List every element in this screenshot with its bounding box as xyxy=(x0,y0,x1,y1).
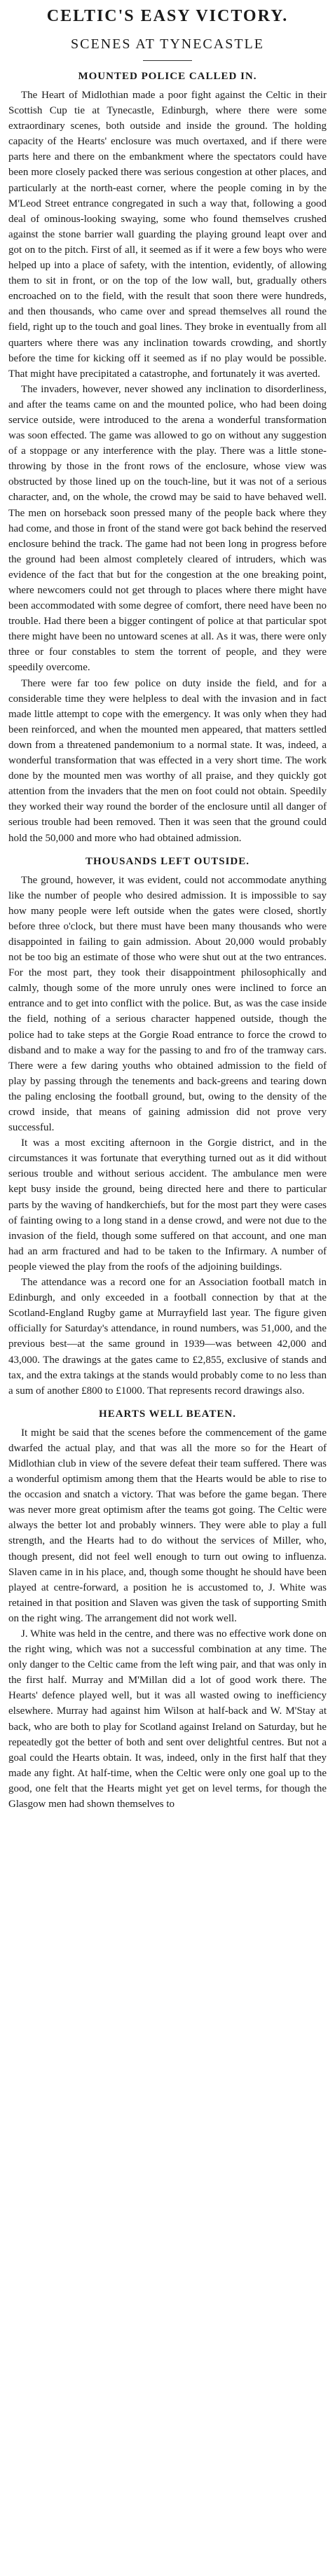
article-section xyxy=(8,1407,327,1812)
article-paragraph: The ground, however, it was evident, could not accommodate anything like the number of people who desired admission. It is impossible to say how many people were left outside when the gates were closed, shortly before three o'clock, but there must have been many thousands who were disappointed in failing to gain admission. About 20,000 would probably not be too big an estimate of those who were shut out at the two entrances. For the most part, they took their disappointment philosophically and calmly, though some of the more unruly ones were inclined to force an entrance and to get into conflict with the police. But, as was the case inside the field, nothing of a serious character happened outside, though the police had to take steps at the Gorgie Road entrance to force the crowd to disband and to make a way for the passing to and fro of the tramway cars. There were a few daring youths who obtained admission to the field of play by passing through the tenements and back-greens and tearing down the paling enclosing the football ground, but, owing to the density of the crowd inside, that means of gaining admission did not prove very successful. xyxy=(8,874,327,1134)
article-paragraph: There were far too few police on duty inside the field, and for a considerable time they were helpless to deal with the invasion and in fact made little attempt to cope with the emergency. It was only when they had been reinforced, and when the mounted men appeared, that matters settled down from a threatened pandemonium to a normal state. It was, indeed, a wonderful transformation that was effected in a very short time. The work done by the mounted men was worthy of all praise, and they quickly got attention from the invaders that the men on foot could not obtain. Speedily they worked their way round the border of the enclosure until all danger of serious trouble had been removed. Then it was seen that the ground could hold the 50,000 and more who had obtained admission. xyxy=(8,677,327,844)
section-heading: THOUSANDS LEFT OUTSIDE. xyxy=(85,855,250,867)
article-paragraph: It might be said that the scenes before the commencement of the game dwarfed the actual play, and that was all the more so for the Heart of Midlothian club in view of the severe defeat their team suffered. There was a wonderful optimism among them that the Hearts would be able to rise to the occasion and snatch a victory. That was before the game began. There was never more great optimism after the teams got going. The Celtic were always the better lot and probably winners. They were able to play a full strength, and the Hearts had to do without the services of Miller, who, though present, did not feel well enough to turn out owing to influenza. Slaven came in in his place, and, though some thought he should have been played at centre-forward, a position he is accustomed to, J. White was retained in that position and Slaven was given the task of supporting Smith on the right wing. The arrangement did not work well. xyxy=(8,1427,327,1624)
article-paragraph: The invaders, however, never showed any inclination to disorderliness, and after the teams came on and the mounted police, who had been doing service outside, were introduced to the arena a wonderful transformation was soon effected. The game was allowed to go on without any suggestion of a stoppage or any interference with the play. There was a little stone-throwing by those in the front rows of the enclosure, whose view was obstructed by those lined up on the touch-line, but it was not of a serious character, and, on the whole, the crowd may be said to have behaved well. The men on horseback soon pressed many of the people back where they had come, and those in front of the stand were got back behind the reserved enclosure behind the track. The game had not been long in progress before the ground had been almost completely cleared of intruders, which was evidence of the fact that but for the congestion at the one breaking point, where newcomers could not get through to places where there might have been accommodated with some degree of comfort, there need have been no trouble. Had there been a bigger contingent of police at that particular spot there might have been no untoward scenes at all. As it was, there were only three or four constables to stem the torrent of people, and they were speedily overcome. xyxy=(8,383,327,674)
article-paragraph: The Heart of Midlothian made a poor fight against the Celtic in their Scottish Cup tie at Tynecastle, Edinburgh, where there were some extraordinary scenes, both outside and inside the ground. The holding capacity of the Hearts' enclosure was much overtaxed, and if there were parts here and there on the embankment where the spectators could have been more closely packed there was serious congestion at other places, and particularly at the north-east corner, where the people coming in by the M'Leod Street entrance congregated in such a way that, following a good deal of ominous-looking swaying, some who found themselves crushed against the stone barrier wall guarding the playing ground leapt over and got on to the pitch. First of all, it seemed as if it were a few boys who were helped up into a place of safety, with the intention, evidently, of allowing them to sit in front, or on the top of the low wall, but, gradually others encroached on to the field, with the result that soon there were hundreds, and then thousands, who came over and spread themselves all round the field, right up to the touch and goal lines. They broke in eventually from all quarters where there was any inclination towards crowding, and shortly before the time for kicking off it seemed as if no play would be possible. That might have precipitated a catastrophe, and fortunately it was averted. xyxy=(8,90,327,380)
headline-divider xyxy=(143,60,192,61)
article-headline: CELTIC'S EASY VICTORY. xyxy=(46,7,289,25)
article-subheadline: SCENES AT TYNECASTLE xyxy=(71,36,264,52)
section-heading: HEARTS WELL BEATEN. xyxy=(99,1408,236,1420)
article-section xyxy=(8,69,327,846)
section-heading: MOUNTED POLICE CALLED IN. xyxy=(78,71,257,82)
article-paragraph: J. White was held in the centre, and there was no effective work done on the right wing, which was not a successful combination at any time. The only danger to the Celtic came from the left wing pair, and that was only in the first half. Murray and M'Millan did a lot of good work there. The Hearts' defence played well, but it was all wasted owing to inefficiency elsewhere. Murray had against him Wilson at half-back and W. M'Stay at back, who are both to play for Scotland against Ireland on Saturday, but he repeatedly got the better of both and sent over delightful centres. But not a goal could the Hearts obtain. It was, indeed, only in the first half that they made any fight. At half-time, when the Celtic were only one goal up to the good, one felt that the Hearts might yet get on level terms, for though the Glasgow men had shown themselves to xyxy=(8,1628,327,1810)
article-paragraph: The attendance was a record one for an Association football match in Edinburgh, and only exceeded in a football connection by that at the Scotland-England Rugby game at Murrayfield last year. The figure given officially for Saturday's attendance, in round numbers, was 51,000, and the previous best—at the same ground in 1939—was between 42,000 and 43,000. The drawings at the gates came to £2,855, exclusive of stands and tax, and the extra takings at the stands would probably come to no less than a sum of another £800 to £1000. That represents record drawings also. xyxy=(8,1277,327,1397)
article-paragraph: It was a most exciting afternoon in the Gorgie district, and in the circumstances it was fortunate that everything turned out as it did without serious trouble and without serious accident. The ambulance men were kept busy inside the ground, being directed here and there to particular parts by the waving of handkerchiefs, but for the most part they were cases of fainting owing to a long stand in a dense crowd, and were not due to the invasion of the field, though some suffered on that account, and one man had an arm fractured and had to be taken to the Infirmary. A number of people viewed the play from the roofs of the adjoining buildings. xyxy=(8,1137,327,1273)
article-section xyxy=(8,854,327,1399)
